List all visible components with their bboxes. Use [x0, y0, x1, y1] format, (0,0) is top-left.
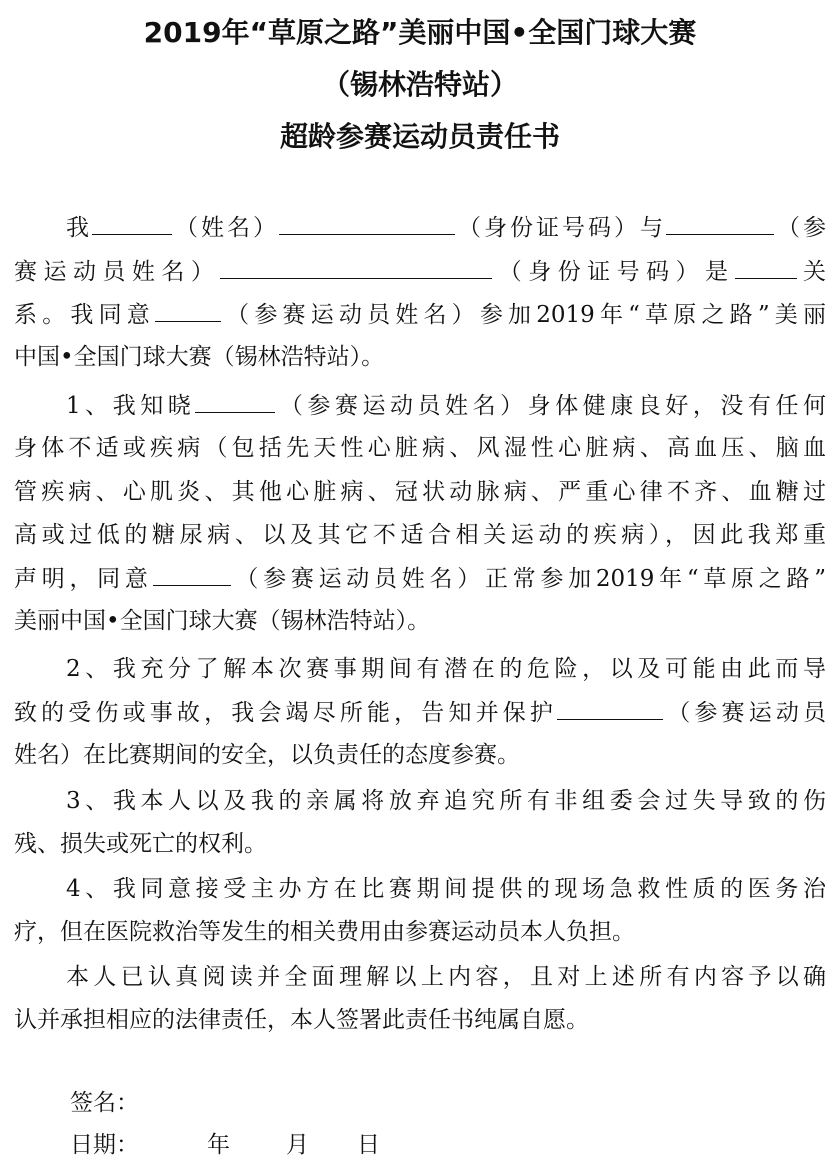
- athlete-name-blank[interactable]: [557, 697, 663, 720]
- document-subtitle: （锡林浩特站）: [321, 68, 518, 101]
- guardian-name-blank[interactable]: [92, 212, 172, 235]
- item1-line-4: 高或过低的糖尿病、以及其它不适合相关运动的疾病），因此我郑重: [14, 522, 826, 548]
- item1-line-6: 美丽中国•全国门球大赛（锡林浩特站）。: [14, 608, 431, 634]
- date-row: [70, 1130, 380, 1160]
- item1-line-2: 身体不适或疾病（包括先天性心脏病、风湿性心脏病、高血压、脑血: [14, 435, 826, 461]
- item2-line-2: 致的受伤或事故，我会竭尽所能，告知并保护 （参赛运动员: [0, 697, 840, 727]
- date-year: 年: [207, 1132, 230, 1158]
- item3-line-1: 3、我本人以及我的亲属将放弃追究所有非组委会过失导致的伤: [66, 788, 826, 814]
- document-heading: 超龄参赛运动员责任书: [279, 120, 560, 153]
- intro-line-3: 系。我同意 （参赛运动员姓名）参加2019年“草原之路”美丽: [0, 299, 840, 329]
- date-day: 日: [357, 1132, 380, 1158]
- item1-line-5: 声明，同意 （参赛运动员姓名）正常参加2019年“草原之路”: [0, 563, 840, 593]
- closing-line-2: 认并承担相应的法律责任，本人签署此责任书纯属自愿。: [14, 1007, 589, 1033]
- relationship-blank[interactable]: [735, 256, 797, 279]
- athlete-name-blank[interactable]: [666, 212, 774, 235]
- signature-label: 签名：: [70, 1090, 139, 1116]
- item4-line-1: 4、我同意接受主办方在比赛期间提供的现场急救性质的医务治: [66, 876, 826, 902]
- item4-line-2: 疗，但在医院救治等发生的相关费用由参赛运动员本人负担。: [14, 919, 635, 945]
- date-month: 月: [286, 1132, 309, 1158]
- athlete-id-blank[interactable]: [220, 256, 492, 279]
- intro-line-2: 赛运动员姓名） （身份证号码）是 关: [0, 256, 840, 286]
- item3-line-2: 残、损失或死亡的权利。: [14, 831, 267, 857]
- item2-line-1: 2、我充分了解本次赛事期间有潜在的危险，以及可能由此而导: [66, 656, 826, 682]
- date-label: 日期：: [70, 1132, 139, 1158]
- closing-line-1: 本人已认真阅读并全面理解以上内容，且对上述所有内容予以确: [66, 964, 826, 990]
- intro-line-1: 我 （姓名） （身份证号码）与 （参: [0, 212, 840, 242]
- item1-line-1: 1、我知晓 （参赛运动员姓名）身体健康良好，没有任何: [0, 390, 840, 420]
- athlete-name-blank[interactable]: [195, 390, 275, 413]
- guardian-id-blank[interactable]: [279, 212, 455, 235]
- document-title: 2019年“草原之路”美丽中国•全国门球大赛: [143, 16, 697, 49]
- item2-line-3: 姓名）在比赛期间的安全，以负责任的态度参赛。: [14, 742, 520, 768]
- athlete-name-blank[interactable]: [153, 563, 231, 586]
- athlete-name-blank[interactable]: [155, 299, 221, 322]
- intro-line-4: 中国•全国门球大赛（锡林浩特站）。: [14, 344, 385, 370]
- item1-line-3: 管疾病、心肌炎、其他心脏病、冠状动脉病、严重心律不齐、血糖过: [14, 479, 826, 505]
- signature-row: [70, 1088, 139, 1118]
